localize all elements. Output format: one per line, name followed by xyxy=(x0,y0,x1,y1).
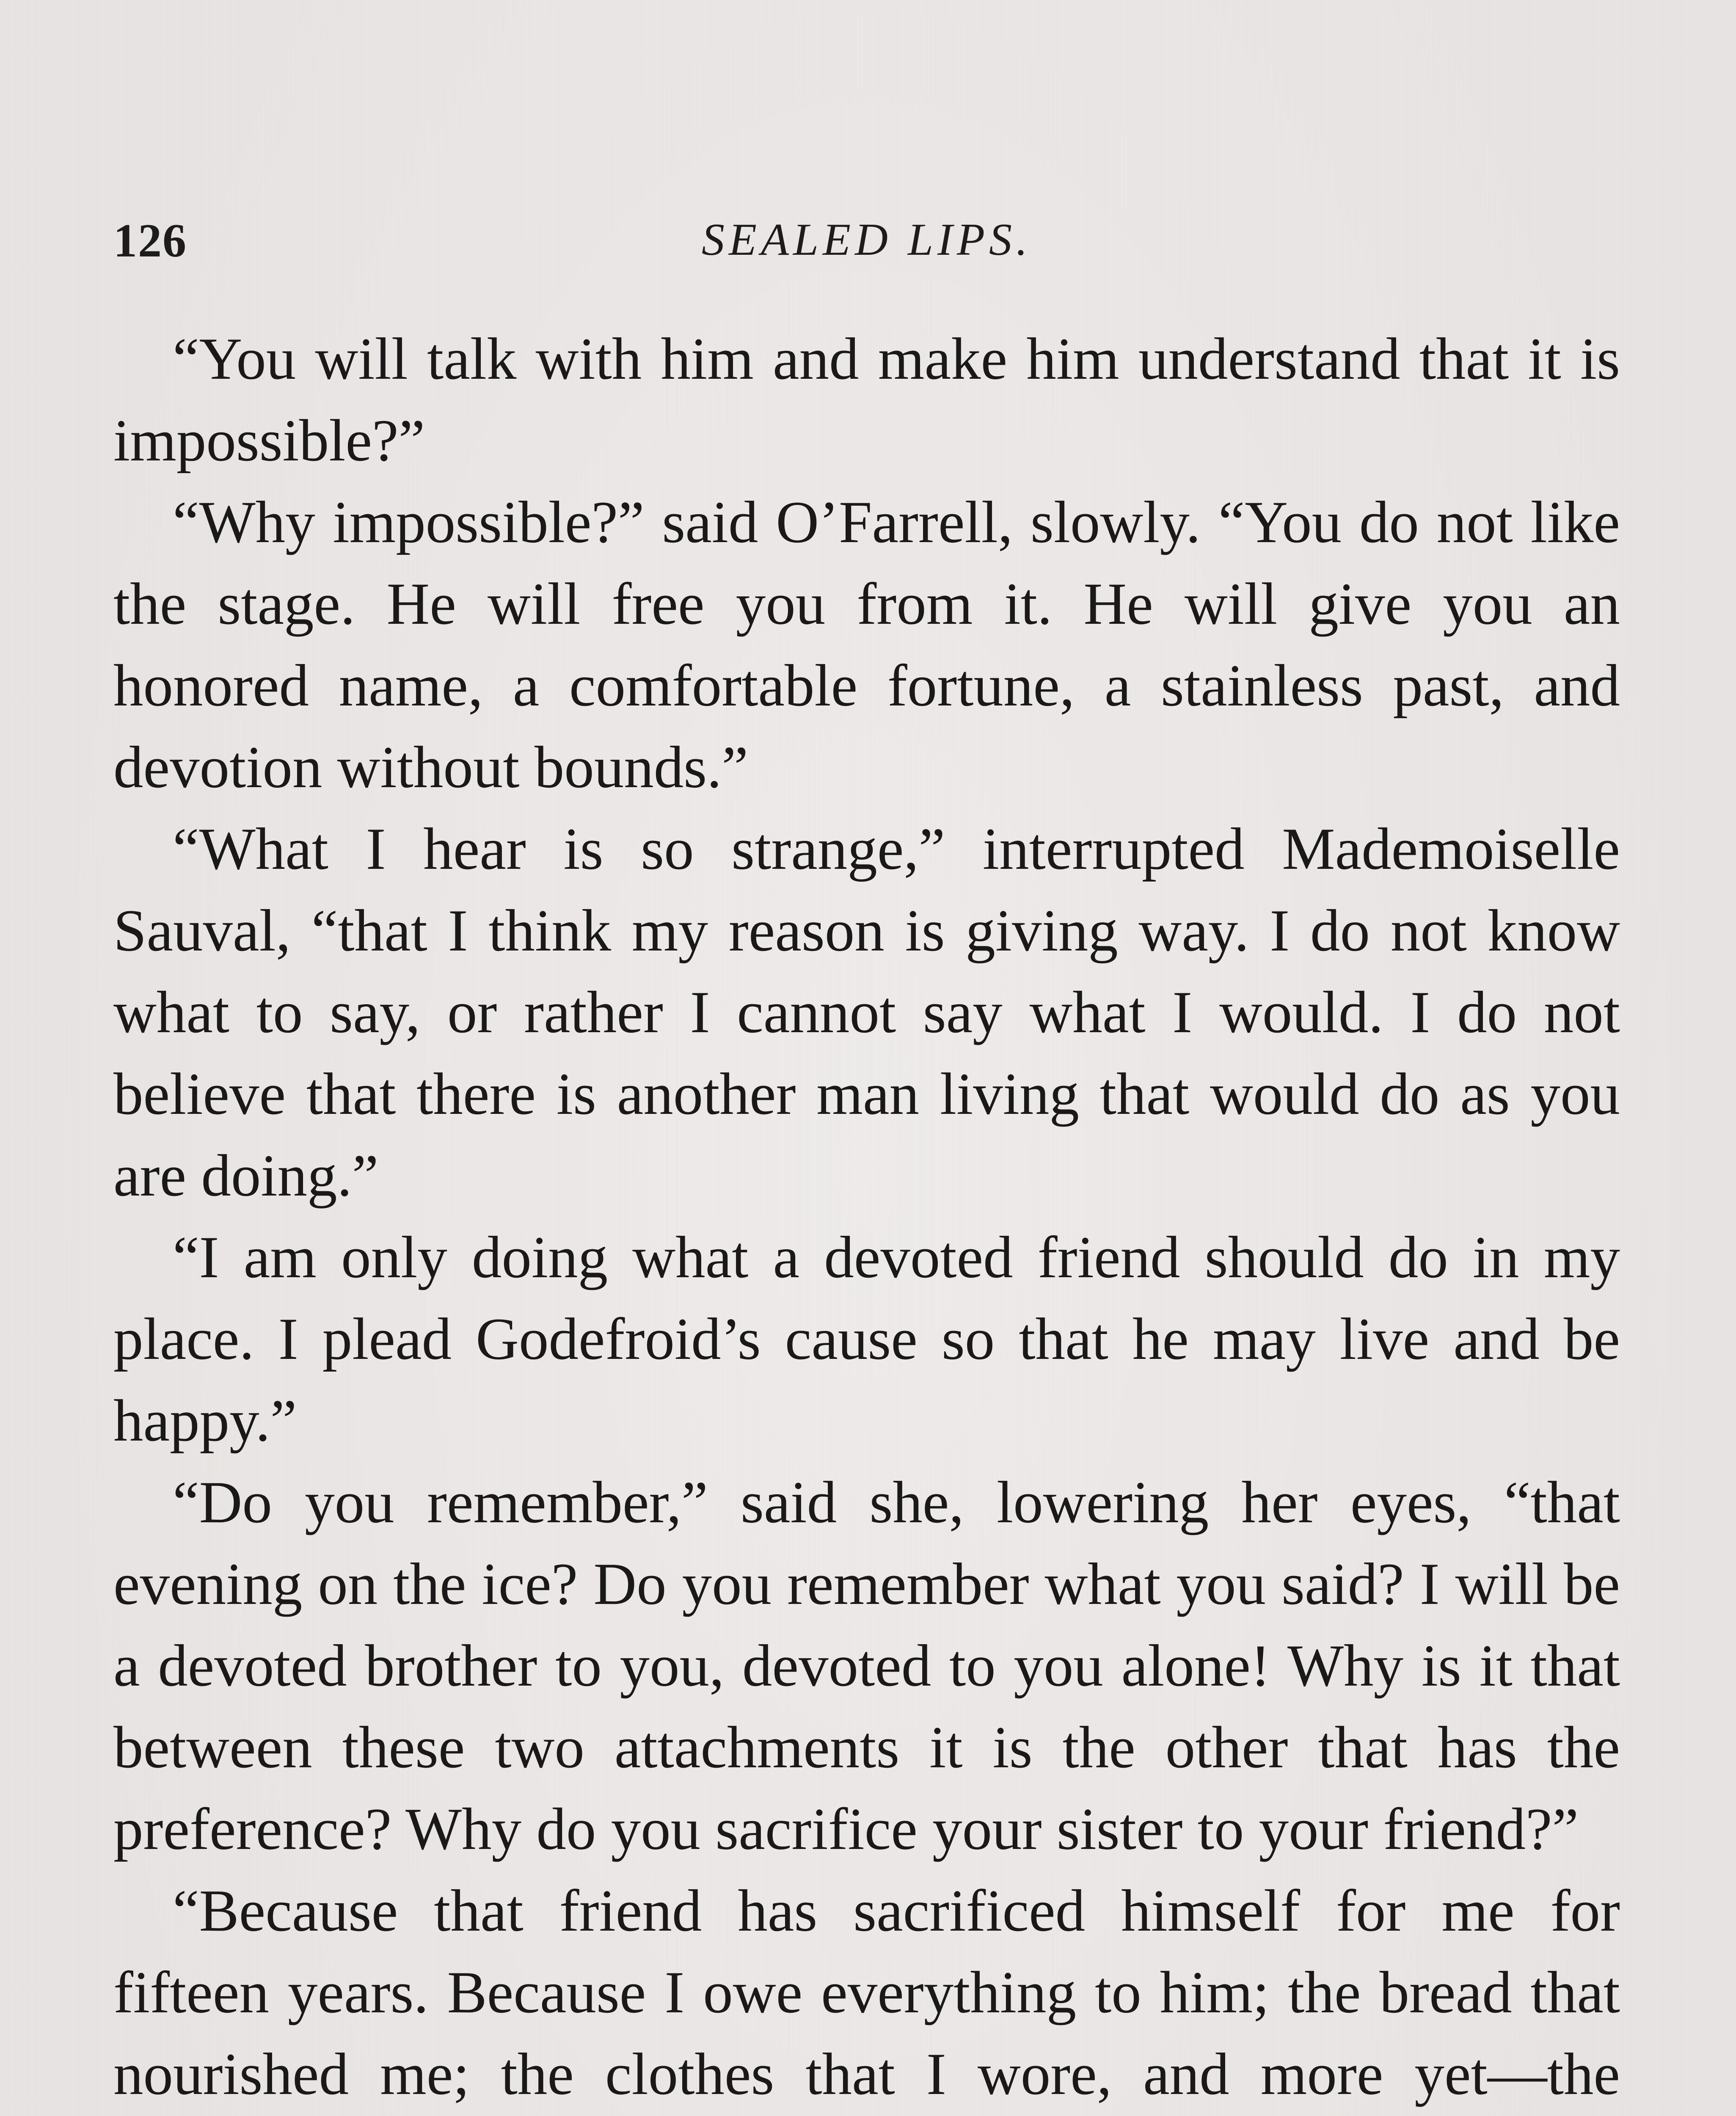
paragraph-1: “You will talk with him and make him understand that it is impossible?” xyxy=(113,326,1620,474)
paragraph-3: “What I hear is so strange,” interrupted Mademoiselle Sauval, “that I think my reason is giving way. I do not know what to say, or rather I cannot say what I would. I do not believe that there is another man living that would do as you are doing.” xyxy=(113,816,1620,1209)
paragraph-6: “Because that friend has sacrificed himself for me for fifteen years. Because I owe everything to him; the bread that nourished me; the clothes that I wore, and more yet—the xyxy=(113,1878,1620,2107)
paragraph-4: “I am only doing what a devoted friend should do in my place. I plead Godefroid’s cause so that he may live and be happy.” xyxy=(113,1224,1620,1454)
paragraph-5: “Do you remember,” said she, lowering her eyes, “that evening on the ice? Do you remember what you said? I will be a devoted brother to you, devoted to you alone! Why is it that between these two attachments it is the other that has the preference? Why do you sacrifice your sister to your friend?” xyxy=(113,1469,1620,1862)
book-title: SEALED LIPS. xyxy=(702,215,1032,265)
page-number: 126 xyxy=(113,215,187,267)
running-head xyxy=(113,214,1620,281)
body-text xyxy=(113,318,1620,2116)
paragraph-2: “Why impossible?” said O’Farrell, slowly. “You do not like the stage. He will free you from it. He will give you an honored name, a comfortable fortune, a stainless past, and devotion without bounds.” xyxy=(113,489,1620,800)
